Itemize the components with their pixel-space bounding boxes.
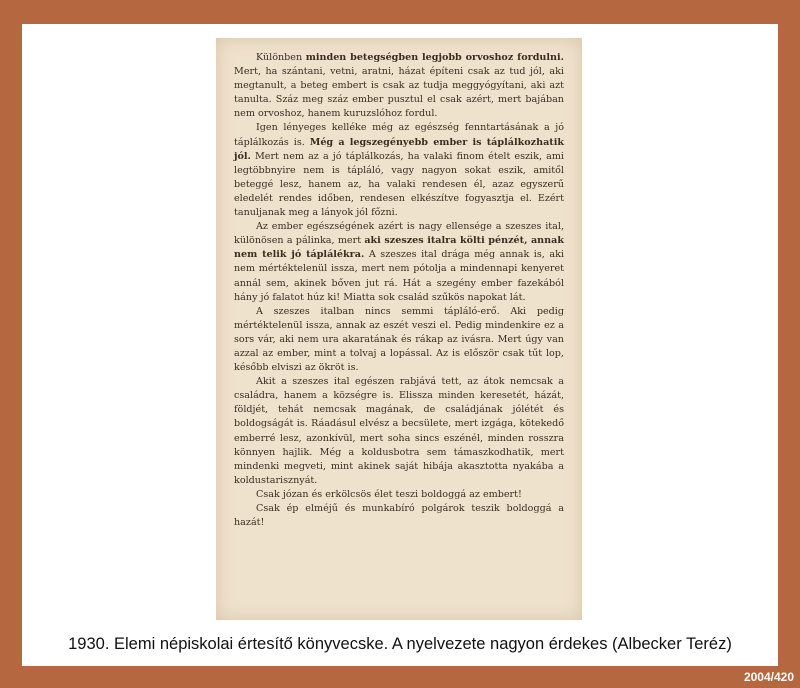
paragraph <box>234 305 564 375</box>
image-caption: 1930. Elemi népiskolai értesítő könyvecske. A nyelvezete nagyon érdekes (Albecker Teréz) <box>68 635 732 653</box>
photo-frame <box>22 24 778 666</box>
text-run: Mert, ha szántani, vetni, aratni, házat építeni csak az tud jól, aki megtanult, a beteg embert is csak az tudja meggyógyítani, aki azt tanulta. Száz meg száz ember pusztul el csak azért, mert bajában nem orvoshoz, hanem kuruzslóhoz fordul. <box>234 66 564 120</box>
paragraph <box>234 502 564 530</box>
text-run: Csak józan és erkölcsös élet teszi boldoggá az embert! <box>256 488 522 500</box>
paragraph <box>234 488 564 502</box>
text-run: Igen lényeges kelléke még az egészség fenntartásának a jó táplálkozás is. <box>234 122 564 148</box>
paragraph <box>234 375 564 488</box>
text-run: Akit a szeszes ital egészen rabjává tett, az átok nemcsak a családra, hanem a községre is. Elissza minden keresetét, házát, földjét, tehát nemcsak magának, de családjának jólétét és boldogságát is. Ráadásul elvész a becsülete, mert izgága, kötekedő emberré lesz, azonkívül, mert soha sincs eszénél, minden rosszra könnyen hajlik. Még a koldusbotra sem támaszkodhatik, mert mindenki megveti, mint akinek saját hibája akasztotta nyakába a koldustarisznyát. <box>234 376 564 486</box>
booklet-text <box>234 51 564 530</box>
emphasized-text: aki szeszes italra költi pénzét, annak nem telik jó táplálékra. <box>234 235 564 261</box>
text-run: A szeszes ital drága még annak is, aki nem mértéktelenül issza, mert nem pótolja a mindennapi kenyeret annál sem, akinek bőven jut rá. Hát a szegény ember fazekából hány jó falatot húz ki! Miatta sok család szűkös napokat lát. <box>234 249 564 303</box>
emphasized-text: minden betegségben legjobb orvoshoz fordulni. <box>305 52 564 63</box>
text-run: Különben <box>256 52 306 63</box>
paragraph <box>234 121 564 220</box>
paragraph <box>234 51 564 121</box>
scanned-booklet-page <box>216 38 582 620</box>
text-run: Csak ép elméjű és munkabíró polgárok teszik boldoggá a hazát! <box>234 503 564 529</box>
text-run: Az ember egészségének azért is nagy ellensége a szeszes ital, különösen a pálinka, mert <box>234 221 564 247</box>
catalog-number: 2004/420 <box>743 670 794 684</box>
emphasized-text: Még a legszegényebb ember is táplálkozhatik jól. <box>234 136 565 162</box>
text-run: Mert nem az a jó táplálkozás, ha valaki finom ételt eszik, ami legtöbbnyire nem is tápláló, vagy nagyon sokat eszik, amitől beteggé lesz, hanem az, ha valaki rendesen él, azaz egyszerű eledelét rendes időben, rendesen elkészítve fogyasztja el. Ezért tanuljanak meg a lányok jól főzni. <box>234 150 564 219</box>
text-run: A szeszes italban nincs semmi tápláló-erő. Aki pedig mértéktelenül issza, annak az eszét veszi el. Pedig mindenkire ez a sors vár, aki nem ura akaratának és rákap az ivásra. Mert úgy van azzal az ember, mint a tolvaj a lopással. Az is először csak tűt lop, később elviszi az ökröt is. <box>234 305 564 374</box>
paragraph <box>234 220 564 305</box>
